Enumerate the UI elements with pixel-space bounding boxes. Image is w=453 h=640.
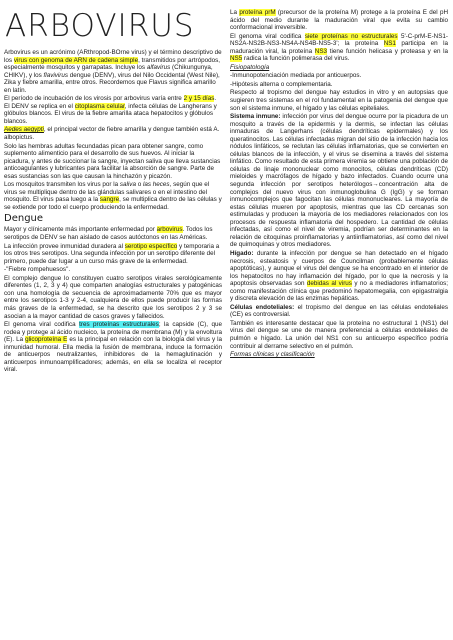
- left-column: [4, 0, 222, 375]
- highlight-ns5: NS5: [230, 55, 243, 63]
- paragraph-immune-system: [230, 113, 448, 249]
- text: , según que el virus se multiplique dentro de las glándulas salivares o en el intestino del mosquito. El virus pasa luego a la: [4, 181, 210, 204]
- text: Los mosquitos transmiten los virus por la: [4, 181, 120, 189]
- highlight-days: 2 y 15 días: [183, 95, 215, 103]
- text-saliva: saliva: [119, 181, 136, 189]
- highlight-structural: tres proteínas estructurales: [79, 321, 159, 329]
- paragraph-incubation: [4, 95, 222, 125]
- paragraph-rompehuesos: -"Fiebre rompehuesos".: [4, 266, 71, 274]
- paragraph-complex: El complejo dengue lo constituyen cuatro serotipos virales serológicamente diferentes (1, 2, 3 y 4) que comparten analogías estructurales y patogénicas con una homología de secuencia de aproximadamente 70% que es mayor entre los serotipos 1-3 y 2-4, cualquiera de ellos puede producir las formas más graves de la enfermedad, se ha descrito que los serotipos 2 y 3 se asocian a la mayor cantidad de casos graves y fallecidos.: [4, 274, 222, 320]
- hypothesis-1: -Inmunopotenciación mediada por anticuerpos.: [230, 72, 362, 80]
- highlight-prm: proteína prM: [239, 9, 276, 16]
- text: La: [230, 9, 240, 16]
- paragraph-endothelial: [230, 304, 448, 319]
- text: ; la capside (C), que rodea y protege al ácido nucleico, la proteína de membrana (M) y la envoltura (E). La: [4, 321, 222, 344]
- paragraph-females: Solo las hembras adultas fecundadas pican para obtener sangre, como suplemento alimenticio para el desarrollo de sus huevos. Al iniciar la picadura, y antes de succionar la sangre, inyectan saliva que lleva sustancias anticoagulantes y lubricantes para facilitar la absorción de sangre. Parte de esas sustancias son las que causan la hinchazón y picazón.: [4, 142, 221, 180]
- label-immune: Sistema inmune:: [230, 113, 281, 121]
- highlight-seven: siete proteínas no estructurales: [304, 32, 398, 40]
- highlight-virus: debidas al virus: [306, 280, 352, 288]
- paragraph-transmission: [4, 181, 222, 211]
- highlight-sangre: sangre: [99, 196, 120, 204]
- text: , el principal vector de fiebre amarilla y dengue también está A. albopictus.: [4, 126, 220, 142]
- hypothesis-2: -Hipótesis alterna o complementaria.: [230, 80, 333, 88]
- text: El período de incubación de los virosis por arbovirus varía entre: [4, 95, 184, 103]
- text-heces: las heces: [142, 181, 170, 189]
- text: tiene función helicasa y proteasa y en la: [327, 47, 448, 55]
- highlight-ns3: NS3: [314, 47, 328, 55]
- highlight-ns1: NS1: [383, 40, 396, 48]
- paragraph-genome: [4, 321, 222, 374]
- text: durante la infección por dengue se han detectado en el hígado necrosis, esteatosis y cuerpos de Councilman (probablemente células apoptóticas), y aunque el virus del dengue se ha encontrado en el interior de los hepatocitos no hay inflamación del hígado, por lo que la necrosis y la apoptosis observadas son: [230, 249, 448, 288]
- paragraph-nonstructural: [230, 33, 448, 63]
- text: , transmitidos por artrópodos, especialmente mosquitos y garrapatas. Incluye los: [4, 56, 220, 72]
- highlight-aedes: Aedes aegypti: [4, 126, 44, 134]
- right-column: [230, 9, 448, 360]
- paragraph-vector: [4, 126, 222, 141]
- paragraph-liver: [230, 250, 448, 303]
- text: (precursor de la proteína M) protege a la proteína E del pH ácido del medio durante la maduración viral que evita su cambio conformacional irreversible.: [230, 9, 448, 32]
- paragraph-prm: [230, 9, 448, 32]
- heading-dengue: Dengue: [4, 213, 44, 225]
- paragraph-immunity: [4, 243, 222, 266]
- text-alfavirus: alfavirus: [146, 64, 171, 72]
- text: , se multiplica dentro de las células y se extiende por todo el cuerpo produciendo la enfermedad.: [4, 196, 222, 211]
- text: . El DENV se replica en el: [4, 95, 217, 110]
- text: El genoma viral codifica: [230, 32, 305, 40]
- page-title: ARBOVIRUS: [5, 8, 195, 44]
- text: dengue (DENV), virus del Nilo Occidental (West Nile), Zika y fiebre amarilla, entre otros. Recordemos que Flavus significa amarillo en latín.: [4, 71, 220, 94]
- heading-clinical-forms: Formas clínicas y clasificación: [230, 351, 315, 359]
- text: , infecta células de Langherans y glóbulos blancos. El virus de la fiebre amarilla ataca hepatocitos y glóbulos blancos.: [4, 102, 217, 125]
- text: y no a mediadores inflamatorios; como manifestación clínica que predominó hepatomegalia, con epigastralgia y discreta elevación de las enzimas hepáticas.: [230, 280, 448, 303]
- text: el tropismo del dengue en las células endoteliales (CE) es controversial.: [230, 303, 448, 319]
- text: participa en la maduración viral, la proteína: [230, 40, 448, 55]
- text: (Chikungunya, CHIKV), y los: [4, 64, 213, 79]
- text: 5'-C-prM-E-NS1- NS2A-NS2B-NS3-NS4A-NS4B-NS5-3'; la proteína: [230, 32, 449, 48]
- highlight-rna: virus con genoma de ARN de cadena simple: [13, 56, 139, 64]
- label-endothelial: Células endoteliales:: [230, 303, 295, 311]
- text: La infección provee inmunidad duradera al: [4, 242, 125, 250]
- highlight-arbovirus: arbovirus: [156, 226, 183, 234]
- text: radica la función polimerasa del virus.: [242, 55, 350, 63]
- text-flavivirus: flavivirus: [43, 71, 69, 79]
- text: infección por virus del dengue ocurre por la picadura de un mosquito a través de la epidermis y la dermis, se infectan las células inmaduras de Langerhans (células dendríticas epidermales) y los queratinocitos. Las células infectadas migran del sitio de la infección hacia los nódulos linfáticos, se reclutan las células inflamatorias, que se convierten en células blancos de la infección, y el virus se disemina a través del sistema linfático. Como resultado de esta primera viremia se obtiene una población de células de linaje mononuclear como monocitos, células dendríticas (CD) mieloides y macrófagos de hígado y bazo infectados. Cuando ocurre una segunda infección por serotipos heterólogos→concentración alta de complejos del nuevo virus con inmunoglobulina G (IgG) y se forman inmunocomplejos que fagocitan las células mononucleares. La mayoría de estas células mueren por apoptosis, mientras que las CD cercanas son estimuladas y producen la mayoría de los mediadores relacionados con los procesos de respuesta inflamatoria del hospedero. La cantidad de células infectadas, así como el nivel de viremia, podrían ser determinantes en la relación de citoquinas proinflamatorias y antiinflamatorias, así como del nivel de quimoquinas y otros mediadores.: [230, 113, 448, 249]
- text: El genoma viral codifica: [4, 321, 80, 329]
- paragraph-tropism: Respecto al tropismo del dengue hay estudios in vitro y en autopsias que sugieren tres sistemas en el rol fundamental en la patogenia del dengue que son el sistema inmune, el hígado y las células epiteliales.: [230, 89, 448, 112]
- heading-fisiopatologia: Fisiopatología: [230, 63, 270, 71]
- paragraph-intro: [4, 49, 222, 94]
- text: es la principal en relación con la biología del virus y la inmunidad humoral. Ella media la fusión de membrana, induce la formación de anticuerpos neutralizantes, inhibidores de la hemaglutinación y anticuerpos inmunoamplificadores; además, en ella se localiza el receptor viral.: [4, 336, 222, 374]
- label-liver: Hígado:: [230, 249, 254, 257]
- highlight-glycoprotein: glicoproteína E: [25, 336, 68, 344]
- highlight-cytoplasm: citoplasma celular: [74, 102, 125, 110]
- paragraph-dengue-intro: [4, 226, 222, 241]
- text: Mayor y clínicamente más importante enfermedad por: [4, 226, 157, 234]
- paragraph-ns1: También es interesante destacar que la proteína no estructural 1 (NS1) del virus del dengue se une de manera preferencial a células endoteliales de pulmón e hígado. La unión del NS1 con su anticuerpo específico podría contribuir al derrame selectivo en el pulmón.: [230, 319, 448, 350]
- text: o: [135, 181, 143, 189]
- text: y temporaria a los otros tres serotipos. Una segunda infección por un serotipo diferente del primero, puede dar lugar a un curso más grave de la enfermedad.: [4, 242, 220, 265]
- text: Arbovirus es un acrónimo (ARthropod-BOrne virus) y el término descriptivo de los: [4, 49, 222, 64]
- text: . Todos los serotipos de DENV se han aislado de casos autóctonos en las Américas.: [4, 226, 213, 242]
- highlight-serotype: serotipo específico: [124, 242, 178, 250]
